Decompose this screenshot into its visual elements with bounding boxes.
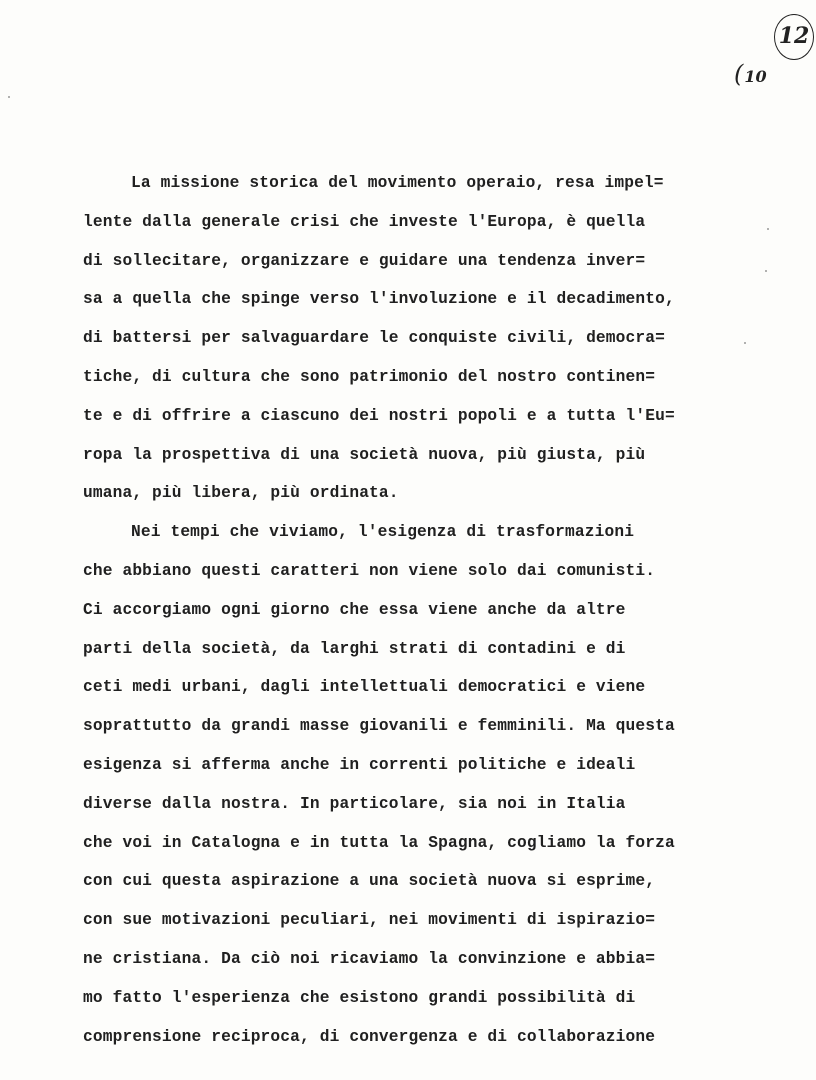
text-line: comprensione reciproca, di convergenza e di collaborazione [83, 1027, 656, 1046]
text-line: ne cristiana. Da ciò noi ricaviamo la convinzione e abbia= [83, 949, 656, 968]
text-line: soprattutto da grandi masse giovanili e femminili. Ma questa [83, 717, 675, 736]
text-line: umana, più libera, più ordinata. [83, 484, 399, 503]
text-line: diverse dalla nostra. In particolare, sia noi in Italia [83, 794, 626, 813]
text-line: con sue motivazioni peculiari, nei movimenti di ispirazio= [83, 911, 656, 930]
text-line: parti della società, da larghi strati di contadini e di [83, 639, 626, 658]
text-line: con cui questa aspirazione a una società nuova si esprime, [83, 872, 656, 891]
text-line: che voi in Catalogna e in tutta la Spagna, cogliamo la forza [83, 833, 675, 852]
text-line: tiche, di cultura che sono patrimonio del nostro continen= [83, 367, 656, 386]
text-line: che abbiano questi caratteri non viene solo dai comunisti. [83, 561, 656, 580]
text-line: mo fatto l'esperienza che esistono grandi possibilità di [83, 988, 636, 1007]
text-line: La missione storica del movimento operaio, resa impel= [131, 174, 664, 192]
text-line: esigenza si afferma anche in correnti politiche e ideali [83, 755, 636, 774]
circled-page-number-text: 12 [778, 23, 810, 49]
text-line: ropa la prospettiva di una società nuova, più giusta, più [83, 445, 646, 464]
circled-page-number [774, 14, 814, 60]
scan-speck [8, 96, 10, 98]
text-line: di sollecitare, organizzare e guidare una tendenza inver= [83, 251, 646, 270]
handwritten-page-number: ( 10 [734, 60, 767, 88]
text-line: te e di offrire a ciascuno dei nostri popoli e a tutta l'Eu= [83, 406, 675, 425]
scan-speck [767, 228, 769, 230]
text-line: di battersi per salvaguardare le conquiste civili, democra= [83, 329, 665, 348]
text-line: Nei tempi che viviamo, l'esigenza di trasformazioni [131, 523, 635, 542]
text-line: lente dalla generale crisi che investe l'Europa, è quella [83, 212, 646, 231]
scan-speck [744, 342, 746, 344]
scan-speck [765, 270, 767, 272]
body-text [83, 164, 743, 1056]
text-line: ceti medi urbani, dagli intellettuali democratici e viene [83, 678, 646, 697]
text-line: sa a quella che spinge verso l'involuzione e il decadimento, [83, 290, 675, 309]
text-line: Ci accorgiamo ogni giorno che essa viene anche da altre [83, 600, 626, 619]
